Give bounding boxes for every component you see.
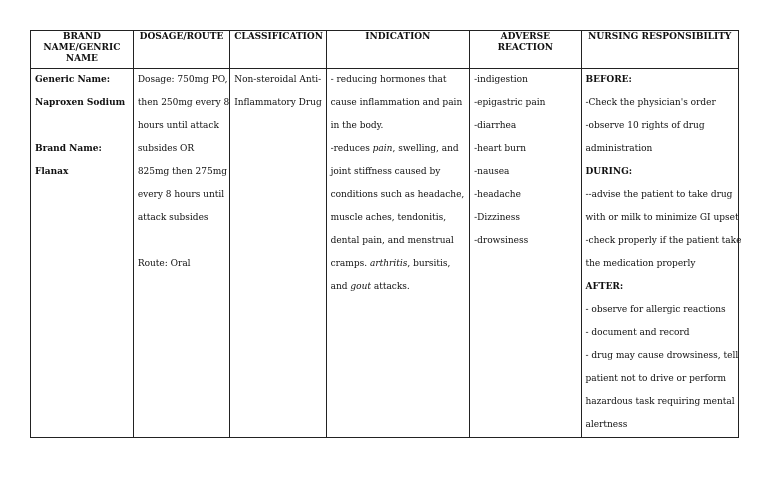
nursing-item: patient not to drive or perform (585, 374, 727, 384)
adverse-item: -drowsiness (474, 236, 529, 246)
generic-name-value: Naproxen Sodium (35, 98, 126, 108)
nursing-item: -observe 10 rights of drug (585, 121, 705, 131)
header-classification: CLASSIFICATION (230, 31, 326, 69)
dosage-line: then 250mg every 8 (137, 98, 230, 108)
indication-line: dental pain, and menstrual (330, 236, 454, 246)
classification-cell (230, 69, 326, 438)
nursing-cell (581, 69, 742, 438)
nursing-item: - document and record (585, 328, 690, 338)
indication-cell (326, 69, 470, 438)
after-label: AFTER: (585, 282, 624, 292)
nursing-item: alertness (585, 420, 628, 430)
header-dosage-route: DOSAGE/ROUTE (133, 31, 229, 69)
before-label: BEFORE: (585, 75, 632, 85)
nursing-item: - drug may cause drowsiness, tell (585, 351, 739, 361)
header-adverse-reaction: ADVERSE REACTION (470, 31, 581, 69)
brand-name-label: Brand Name: (35, 144, 102, 154)
brand-name-value: Flanax (35, 167, 69, 177)
dosage-line: Dosage: 750mg PO, (137, 75, 228, 85)
indication-line: cause inflammation and pain (330, 98, 463, 108)
indication-line: -reduces pain, swelling, and (330, 144, 459, 154)
dosage-cell (133, 69, 229, 438)
header-row (31, 31, 739, 69)
adverse-item: -Dizziness (474, 213, 520, 223)
classification-line: Non-steroidal Anti- (234, 75, 322, 85)
dosage-line: attack subsides (137, 213, 209, 223)
indication-line: conditions such as headache, (330, 190, 465, 200)
nursing-item: --advise the patient to take drug (585, 190, 733, 200)
header-brand-name: BRAND NAME/GENRIC NAME (31, 31, 134, 69)
adverse-item: -headache (474, 190, 521, 200)
adverse-reaction-cell (470, 69, 581, 438)
nursing-item: administration (585, 144, 653, 154)
adverse-item: -indigestion (474, 75, 528, 85)
indication-line: in the body. (330, 121, 384, 131)
drug-study-table (30, 30, 742, 438)
indication-line: muscle aches, tendonitis, (330, 213, 447, 223)
dosage-line: 825mg then 275mg (137, 167, 228, 177)
dosage-line: every 8 hours until (137, 190, 225, 200)
nursing-item: hazardous task requiring mental (585, 397, 735, 407)
generic-name-label: Generic Name: (35, 75, 111, 85)
drug-row (31, 69, 739, 438)
adverse-item: -nausea (474, 167, 510, 177)
header-indication: INDICATION (326, 31, 470, 69)
nursing-item: -check properly if the patient take (585, 236, 742, 246)
indication-line: and gout attacks. (330, 282, 410, 292)
brand-cell (31, 69, 134, 438)
adverse-item: -diarrhea (474, 121, 517, 131)
dosage-line: subsides OR (137, 144, 195, 154)
dosage-line: hours until attack (137, 121, 219, 131)
indication-line: cramps. arthritis, bursitis, (330, 259, 451, 269)
indication-line: joint stiffness caused by (330, 167, 441, 177)
adverse-item: -epigastric pain (474, 98, 546, 108)
nursing-item: the medication properly (585, 259, 696, 269)
route-line: Route: Oral (137, 259, 191, 269)
classification-line: Inflammatory Drug (234, 98, 322, 108)
indication-line: - reducing hormones that (330, 75, 447, 85)
during-label: DURING: (585, 167, 633, 177)
nursing-item: - observe for allergic reactions (585, 305, 726, 315)
nursing-item: -Check the physician's order (585, 98, 716, 108)
header-nursing-responsibility: NURSING RESPONSIBILITY (581, 31, 739, 69)
nursing-item: with or milk to minimize GI upset (585, 213, 739, 223)
adverse-item: -heart burn (474, 144, 527, 154)
